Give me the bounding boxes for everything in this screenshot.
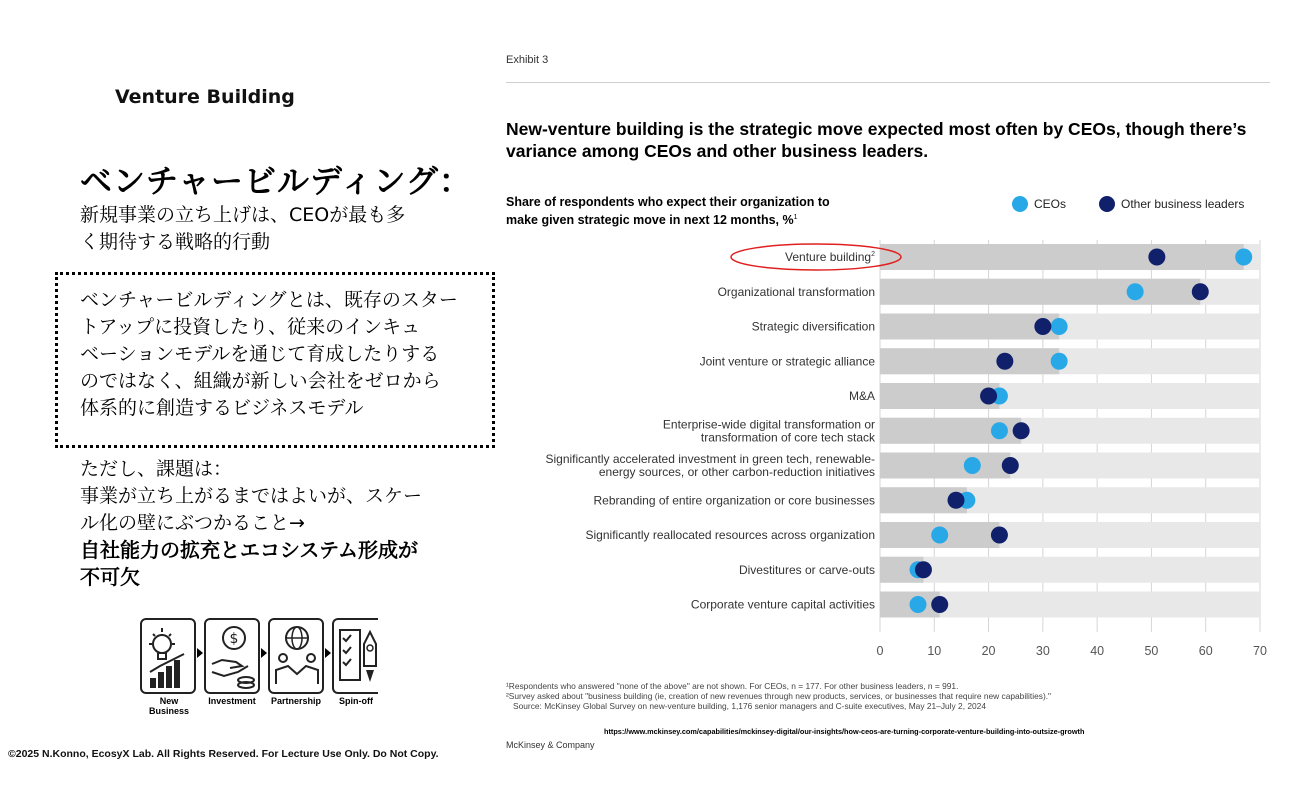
legend-item-ceos bbox=[1012, 194, 1066, 214]
rocket-checklist-icon bbox=[332, 618, 378, 694]
x-tick-label: 0 bbox=[876, 644, 884, 658]
x-tick-label: 10 bbox=[927, 644, 942, 658]
divider bbox=[506, 82, 1270, 83]
category-label: Joint venture or strategic alliance bbox=[699, 354, 875, 369]
challenge-line: ただし、課題は： bbox=[80, 458, 233, 480]
other-leaders-point bbox=[1034, 318, 1051, 335]
ceo-point bbox=[1127, 283, 1144, 300]
category-label: transformation of core tech stack bbox=[700, 430, 875, 445]
challenge-bold-line: 自社能力の拡充とエコシステム形成が bbox=[80, 538, 418, 562]
chart-title: New-venture building is the strategic move expected most often by CEOs, though there’s variance among CEOs and other business leaders. bbox=[506, 119, 1247, 161]
legend-marker bbox=[1012, 196, 1028, 212]
definition-line: ベンチャービルディングとは、既存のスター bbox=[80, 289, 458, 311]
definition-box bbox=[55, 272, 495, 448]
definition-line: トアップに投資したり、従来のインキュ bbox=[80, 316, 421, 338]
definition-line: 体系的に創造するビジネスモデル bbox=[80, 397, 364, 419]
japanese-subheading bbox=[80, 202, 480, 256]
dot-chart bbox=[500, 240, 1280, 665]
source-note: Source: McKinsey Global Survey on new-venture building, 1,176 senior managers and C-suite executives, May 21–July 2, 2024 bbox=[513, 701, 986, 711]
row-bar bbox=[880, 244, 1244, 270]
icon-label-investment: Investment bbox=[208, 696, 256, 706]
category-label: Divestitures or carve-outs bbox=[738, 562, 875, 577]
other-leaders-point bbox=[1192, 283, 1209, 300]
chart-subtitle: Share of respondents who expect their organization to make given strategic move in next 12 months, %$^1$ bbox=[506, 195, 830, 228]
category-label: Organizational transformation bbox=[717, 284, 875, 299]
x-tick-label: 70 bbox=[1253, 644, 1267, 658]
challenge-bold-line: 不可欠 bbox=[80, 565, 140, 589]
x-tick-label: 50 bbox=[1144, 644, 1159, 658]
publisher: McKinsey & Company bbox=[506, 740, 595, 750]
ceo-point bbox=[931, 527, 948, 544]
other-leaders-point bbox=[1148, 249, 1165, 266]
definition-line: ベーションモデルを通じて育成したりする bbox=[80, 343, 440, 365]
arrow-right-icon bbox=[325, 648, 331, 658]
handshake-globe-icon bbox=[268, 618, 324, 694]
icon-label-new-business: New Business bbox=[148, 696, 190, 716]
other-leaders-point bbox=[991, 527, 1008, 544]
row-bar bbox=[880, 453, 1010, 479]
footnotes bbox=[506, 681, 1286, 711]
challenge-line: ル化の壁にぶつかること→ bbox=[80, 512, 305, 534]
definition-line: のではなく、組織が新しい会社をゼロから bbox=[80, 370, 441, 392]
challenge-line: 事業が立ち上がるまではよいが、スケー bbox=[80, 485, 423, 507]
category-label: Venture building$^2$ bbox=[785, 250, 875, 264]
lightbulb-growth-icon bbox=[140, 618, 196, 694]
other-leaders-point bbox=[915, 561, 932, 578]
category-label: M&A bbox=[848, 389, 875, 403]
subheading-line: 新規事業の立ち上げは、CEOが最も多 bbox=[80, 204, 406, 226]
legend-label: Other business leaders bbox=[1121, 197, 1245, 211]
hand-money-icon bbox=[204, 618, 260, 694]
legend-label: CEOs bbox=[1034, 197, 1067, 211]
category-label: Significantly accelerated investment in green tech, renewable- bbox=[545, 452, 875, 466]
category-label: Corporate venture capital activities bbox=[690, 597, 875, 612]
ceo-point bbox=[910, 596, 927, 613]
x-tick-label: 30 bbox=[1035, 644, 1050, 658]
footnote-2: ²Survey asked about "business building (ie, creation of new revenues through new products, services, or businesses that require new capabilities)." bbox=[506, 691, 1052, 701]
row-track bbox=[880, 557, 1260, 583]
category-label: Significantly reallocated resources across organization bbox=[585, 528, 875, 542]
arrow-right-icon bbox=[197, 648, 203, 658]
category-label: energy sources, or other carbon-reduction initiatives bbox=[598, 465, 875, 479]
ceo-point bbox=[1051, 318, 1068, 335]
challenge-text bbox=[80, 456, 490, 591]
ceo-point bbox=[964, 457, 981, 474]
category-label: Strategic diversification bbox=[751, 319, 875, 334]
row-bar bbox=[880, 279, 1200, 305]
other-leaders-point bbox=[996, 353, 1013, 370]
legend-marker bbox=[1099, 196, 1115, 212]
category-label: Enterprise-wide digital transformation or bbox=[662, 417, 875, 432]
other-leaders-point bbox=[1002, 457, 1019, 474]
x-tick-label: 20 bbox=[981, 644, 996, 658]
other-leaders-point bbox=[948, 492, 965, 509]
japanese-heading: ベンチャービルディング： bbox=[80, 162, 472, 200]
category-label: Rebranding of entire organization or core businesses bbox=[593, 493, 875, 508]
ceo-point bbox=[991, 422, 1008, 439]
exhibit-label: Exhibit 3 bbox=[506, 54, 549, 66]
ceo-point bbox=[1051, 353, 1068, 370]
icon-label-spin-off: Spin-off bbox=[339, 696, 373, 706]
x-tick-label: 40 bbox=[1090, 644, 1105, 658]
other-leaders-point bbox=[980, 388, 997, 405]
process-icons bbox=[140, 618, 380, 714]
subheading-line: く期待する戦略的行動 bbox=[80, 231, 271, 253]
other-leaders-point bbox=[931, 596, 948, 613]
row-bar bbox=[880, 314, 1059, 340]
icon-label-partnership: Partnership bbox=[270, 696, 321, 706]
ceo-point bbox=[1235, 249, 1252, 266]
arrow-right-icon bbox=[261, 648, 267, 658]
row-bar bbox=[880, 348, 1059, 374]
section-title: Venture Building bbox=[115, 86, 295, 108]
x-tick-label: 60 bbox=[1198, 644, 1213, 658]
source-url: https://www.mckinsey.com/capabilities/mckinsey-digital/our-insights/how-ceos-are-turning-corporate-venture-building-into-outsize-growth bbox=[604, 727, 1085, 736]
footnote-1: ¹Respondents who answered "none of the above" are not shown. For CEOs, n = 177. For other business leaders, n = 991. bbox=[506, 681, 959, 691]
copyright-notice: ©2025 N.Konno, EcosyX Lab. All Rights Reserved. For Lecture Use Only. Do Not Copy. bbox=[8, 748, 439, 760]
other-leaders-point bbox=[1013, 422, 1030, 439]
svg-text:$: $ bbox=[229, 631, 239, 647]
legend-item-other-leaders bbox=[1099, 194, 1244, 214]
